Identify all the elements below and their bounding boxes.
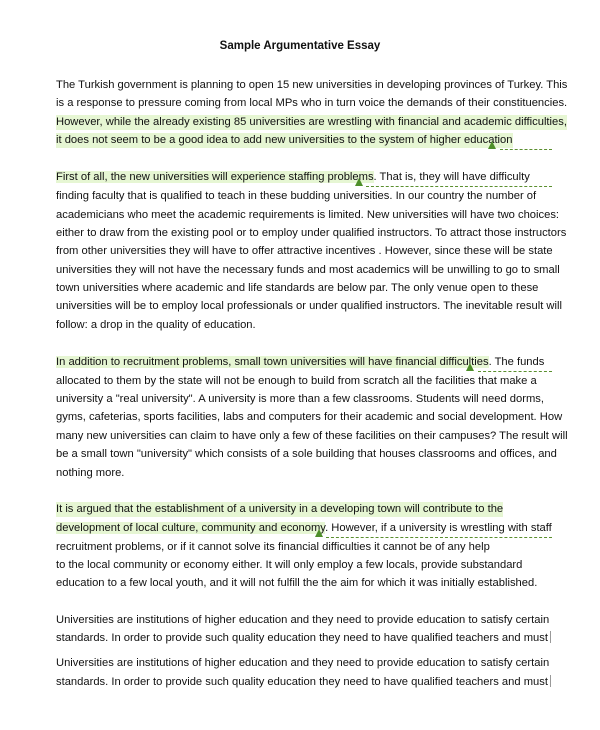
document-title: Sample Argumentative Essay <box>219 40 381 52</box>
paragraph-line: follow: a drop in the quality of education. <box>56 319 256 331</box>
paragraph-line: either to draw from the existing pool or to employ under qualified instructors. To attract those instructors <box>56 227 567 239</box>
paragraph-line: gyms, cafeterias, sports facilities, labs and computers for their academic and social development. How <box>56 411 563 423</box>
highlighted-text: First of all, the new universities will experience staffing problems <box>56 171 374 183</box>
paragraph-line <box>56 675 551 690</box>
paragraph-line: university a "real university". A university is more than a few classrooms. Students will need dorms, <box>56 393 544 405</box>
highlighted-text: development of local culture, community and economy <box>56 522 326 534</box>
paragraph-line: Universities are institutions of higher education and they need to provide education to satisfy certain <box>56 657 550 669</box>
highlighted-line: It is argued that the establishment of a university in a developing town will contribute to the <box>56 503 504 515</box>
paragraph-line <box>56 631 551 646</box>
comment-connector <box>500 149 552 150</box>
paragraph-line: is a response to pressure coming from local MPs who in turn voice the demands of their constituencies. <box>56 97 568 109</box>
paragraph-line: academicians who meet the academic requirements is limited. New universities will have two choices: <box>56 209 560 221</box>
paragraph-line: nothing more. <box>56 467 125 479</box>
paragraph-line: be a small town "university" which consists of a sole building that houses classrooms and offices, and <box>56 448 557 460</box>
paragraph-line: town universities where academic and life standards are below par. The only venue open to these <box>56 282 539 294</box>
comment-connector <box>366 186 552 187</box>
paragraph-text: . That is, they will have difficulty <box>373 171 530 183</box>
paragraph-line: Universities are institutions of higher education and they need to provide education to satisfy certain <box>56 614 550 626</box>
comment-marker-icon[interactable] <box>315 529 323 537</box>
paragraph-line <box>56 170 530 185</box>
paragraph-line: many new universities can claim to have only a few of these facilities on their campuses? The result will <box>56 430 568 442</box>
comment-marker-icon[interactable] <box>466 363 474 371</box>
paragraph-line: finding faculty that is qualified to teach in these budding universities. In our country the number of <box>56 190 537 202</box>
text-cursor <box>550 675 551 687</box>
highlighted-line: it does not seem to be a good idea to add new universities to the system of higher education <box>56 134 513 146</box>
paragraph-line: recruitment problems, or if it cannot solve its financial difficulties it cannot be of any help <box>56 541 490 553</box>
paragraph-text: . However, if a university is wrestling with staff <box>325 522 552 534</box>
paragraph-line: to the local community or economy either. It will only employ a few locals, provide substandard <box>56 559 523 571</box>
paragraph-line: universities will be to employ local professionals or under qualified instructors. The inevitable result will <box>56 300 562 312</box>
comment-connector <box>326 537 552 538</box>
highlighted-line: However, while the already existing 85 universities are wrestling with financial and academic difficulties, <box>56 116 567 128</box>
comment-connector <box>478 371 552 372</box>
comment-marker-icon[interactable] <box>355 178 363 186</box>
paragraph-text: standards. In order to provide such quality education they need to have qualified teachers and must <box>56 632 548 644</box>
comment-marker-icon[interactable] <box>488 141 496 149</box>
paragraph-text: standards. In order to provide such quality education they need to have qualified teachers and must <box>56 676 548 688</box>
text-cursor <box>550 631 551 643</box>
highlighted-text: In addition to recruitment problems, small town universities will have financial difficulties <box>56 356 489 368</box>
paragraph-line <box>56 521 552 536</box>
paragraph-line: universities they will not have the necessary funds and most academics will be unwilling to go to small <box>56 264 560 276</box>
paragraph-line: allocated to them by the state will not be enough to build from scratch all the facilities that make a <box>56 375 537 387</box>
paragraph-line: education to a few local youth, and it will not fulfill the the aim for which it was initially established. <box>56 577 538 589</box>
paragraph-text: . The funds <box>488 356 545 368</box>
paragraph-line: from other universities they will have to offer attractive incentives . However, since these will be state <box>56 245 553 257</box>
paragraph-line: The Turkish government is planning to open 15 new universities in developing provinces of Turkey. This <box>56 79 568 91</box>
